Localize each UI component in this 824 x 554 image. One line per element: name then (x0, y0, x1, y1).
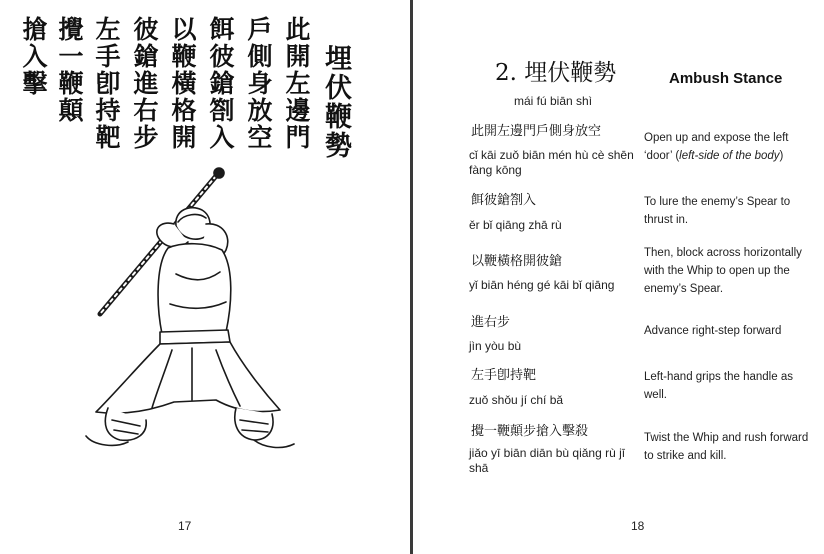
form-title-pinyin: mái fú biān shì (514, 94, 593, 108)
woodblock-column: 此開左邊門 (282, 16, 311, 151)
pinyin-text: zuǒ shǒu jí chí bǎ (469, 393, 564, 407)
english-text: Then, block across horizontally with the Whip to open up the enemy’s Spear. (644, 247, 802, 295)
woodblock-column: 戶側身放空 (244, 16, 273, 151)
chinese-text: 此開左邊門戶側身放空 (471, 124, 602, 139)
woodblock-column: 彼鎗進右步 (130, 16, 159, 151)
english-text: Advance right-step forward (644, 325, 782, 337)
woodblock-column-title: 埋伏鞭勢 (320, 44, 351, 160)
chinese-text: 攪一鞭顛步搶入擊殺 (471, 424, 589, 439)
woodblock-column: 餌彼鎗劄入 (206, 16, 235, 151)
english-text: To lure the enemy’s Spear to thrust in. (644, 196, 791, 226)
chinese-text: 進右步 (471, 315, 511, 330)
chinese-text: 餌彼鎗劄入 (471, 193, 537, 208)
chinese-text: 以鞭橫格開彼鎗 (471, 254, 563, 269)
english-text-italic: left-side of the body (679, 150, 780, 162)
pinyin-text: jìn yòu bù (469, 339, 522, 353)
english-text-tail: ) (779, 150, 784, 162)
woodblock-column: 攪一鞭顛 (55, 16, 84, 124)
page-number: 18 (631, 519, 645, 533)
english-text (644, 129, 816, 165)
woodblock-text (18, 16, 353, 166)
woodblock-column: 搶入擊 (19, 16, 48, 97)
right-page (413, 0, 824, 554)
pinyin-text: yǐ biān héng gé kāi bǐ qiāng (469, 278, 615, 292)
english-text: Left-hand grips the handle as well. (644, 371, 793, 401)
form-title-english: Ambush Stance (669, 70, 783, 87)
pinyin-text: cǐ kāi zuǒ biān mén hù cè shēn fàng kōng (469, 148, 634, 177)
english-text-main: Open up and expose the left ‘door’ ( (644, 132, 789, 162)
pinyin-text: ěr bǐ qiāng zhā rù (469, 218, 562, 232)
woodblock-column: 以鞭橫格開 (168, 16, 197, 151)
form-title-chinese: 2. 埋伏鞭勢 (495, 60, 617, 86)
english-text: Twist the Whip and rush forward to strike and kill. (644, 432, 809, 462)
page-number: 17 (178, 519, 192, 533)
woodblock-column: 左手卽持靶 (92, 16, 121, 151)
left-page (0, 0, 410, 554)
pinyin-text: jiǎo yī biān diān bù qiǎng rù jī shā (469, 446, 626, 475)
chinese-text: 左手卽持靶 (471, 368, 537, 383)
warrior-illustration-icon (56, 164, 306, 454)
